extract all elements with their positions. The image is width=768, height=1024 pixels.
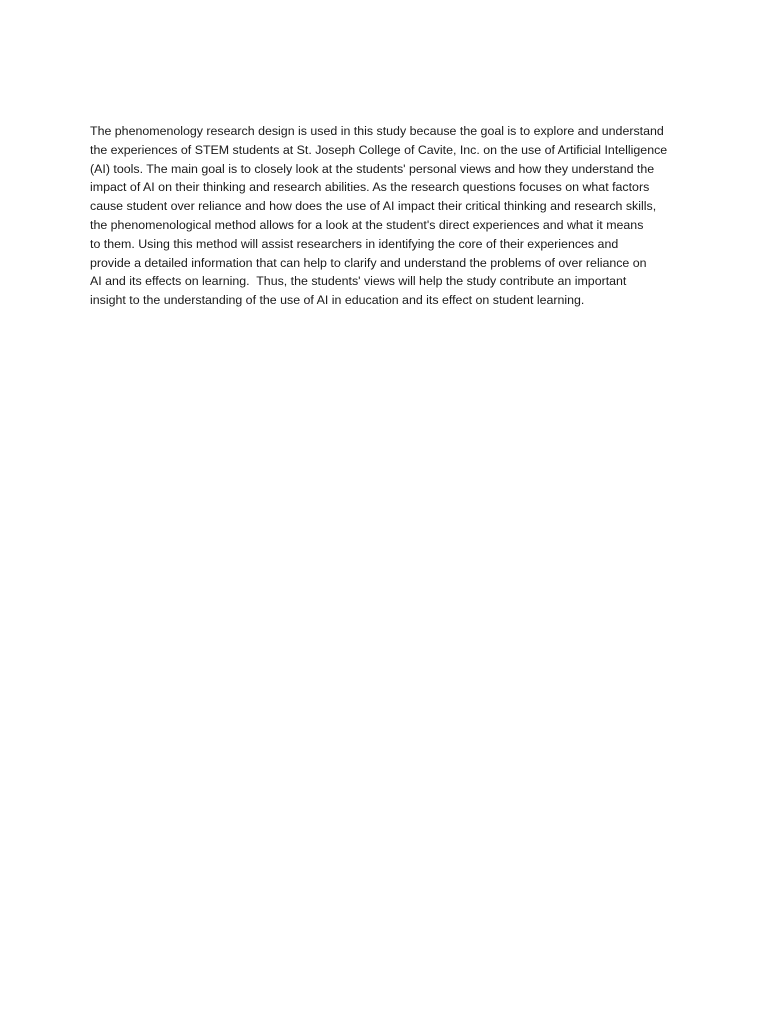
paragraph-line: cause student over reliance and how does the use of AI impact their critical thinking and research skills, [90, 199, 657, 214]
paragraph-line: AI and its effects on learning. Thus, the students' views will help the study contribute an important [90, 274, 627, 289]
paragraph-line: the phenomenological method allows for a look at the student's direct experiences and what it means [90, 217, 644, 232]
paragraph-line: (AI) tools. The main goal is to closely look at the students' personal views and how they understand the [90, 161, 655, 176]
paragraph-line: the experiences of STEM students at St. Joseph College of Cavite, Inc. on the use of Artificial Intelligence [90, 142, 668, 157]
paragraph-line: provide a detailed information that can help to clarify and understand the problems of over reliance on [90, 255, 647, 270]
paragraph-line: insight to the understanding of the use of AI in education and its effect on student learning. [90, 293, 585, 308]
paragraph-line: The phenomenology research design is used in this study because the goal is to explore and understand [90, 124, 664, 138]
paragraph-line: to them. Using this method will assist researchers in identifying the core of their experiences and [90, 236, 619, 251]
body-paragraph [90, 122, 680, 310]
paragraph-line: impact of AI on their thinking and research abilities. As the research questions focuses on what factors [90, 180, 650, 195]
